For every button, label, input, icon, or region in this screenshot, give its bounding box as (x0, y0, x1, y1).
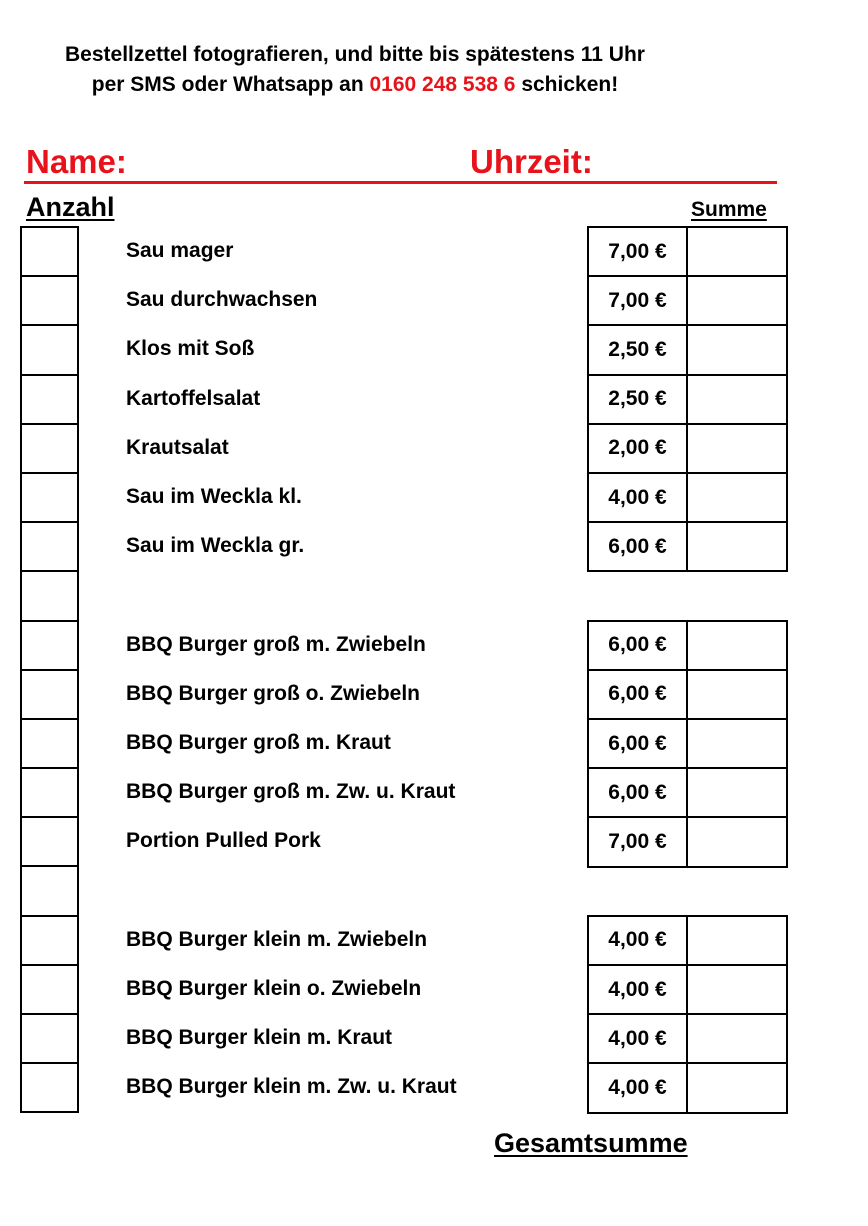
sum-box[interactable] (688, 1015, 786, 1062)
instructions-line-1: Bestellzettel fotografieren, und bitte bis spätestens 11 Uhr (65, 43, 645, 66)
sum-box[interactable] (688, 720, 786, 767)
quantity-box[interactable] (22, 572, 77, 621)
total-label: Gesamtsumme (494, 1128, 688, 1158)
sum-box[interactable] (688, 326, 786, 373)
price-row (589, 277, 786, 326)
sum-box[interactable] (688, 474, 786, 521)
item-price: 4,00 € (589, 1064, 688, 1111)
price-row (589, 917, 786, 966)
item-price: 7,00 € (589, 277, 688, 324)
item-label: Sau mager (126, 239, 234, 262)
item-price: 6,00 € (589, 769, 688, 816)
name-label: Name: (26, 143, 127, 180)
item-price: 2,50 € (589, 376, 688, 423)
item-label: BBQ Burger groß o. Zwiebeln (126, 681, 421, 705)
quantity-box[interactable] (22, 376, 77, 425)
quantity-box[interactable] (22, 671, 77, 720)
sum-box[interactable] (688, 917, 786, 964)
quantity-box[interactable] (22, 818, 77, 867)
sum-box[interactable] (688, 671, 786, 718)
price-row (589, 720, 786, 769)
price-row (589, 671, 786, 720)
sum-box[interactable] (688, 818, 786, 865)
price-grid-group-1 (587, 226, 788, 572)
price-grid-group-3 (587, 915, 788, 1114)
instructions-line-2 (0, 70, 710, 100)
item-label: Sau im Weckla kl. (126, 485, 302, 508)
item-label: Krautsalat (126, 435, 229, 459)
item-label: BBQ Burger groß m. Zwiebeln (126, 632, 426, 656)
price-row (589, 622, 786, 671)
quantity-box[interactable] (22, 1015, 77, 1064)
quantity-box[interactable] (22, 966, 77, 1015)
item-label: BBQ Burger klein m. Kraut (126, 1026, 393, 1050)
quantity-box[interactable] (22, 917, 77, 966)
sum-box[interactable] (688, 523, 786, 570)
item-price: 4,00 € (589, 474, 688, 521)
time-label: Uhrzeit: (470, 143, 593, 180)
time-field[interactable] (602, 144, 776, 180)
item-label: BBQ Burger groß m. Kraut (126, 731, 391, 754)
item-label: Portion Pulled Pork (126, 829, 321, 853)
price-row (589, 228, 786, 277)
item-price: 7,00 € (589, 228, 688, 275)
price-row (589, 769, 786, 818)
phone-number: 0160 248 538 6 (369, 73, 516, 96)
item-label: BBQ Burger groß m. Zw. u. Kraut (126, 780, 456, 804)
quantity-box[interactable] (22, 867, 77, 916)
quantity-column (20, 226, 79, 1113)
price-row (589, 1064, 786, 1113)
sum-box[interactable] (688, 376, 786, 423)
sum-box[interactable] (688, 966, 786, 1013)
price-grid-group-2 (587, 620, 788, 868)
instructions-text: per SMS oder Whatsapp an (91, 73, 370, 96)
quantity-box[interactable] (22, 523, 77, 572)
price-row (589, 474, 786, 523)
price-row (589, 425, 786, 474)
sum-box[interactable] (688, 425, 786, 472)
instructions-text-end: schicken! (515, 73, 619, 96)
quantity-box[interactable] (22, 474, 77, 523)
price-row (589, 818, 786, 867)
quantity-box[interactable] (22, 277, 77, 326)
price-row (589, 1015, 786, 1064)
quantity-box[interactable] (22, 769, 77, 818)
item-label: BBQ Burger klein m. Zw. u. Kraut (126, 1075, 457, 1099)
sum-box[interactable] (688, 769, 786, 816)
item-price: 2,00 € (589, 425, 688, 472)
item-label: Klos mit Soß (126, 337, 255, 361)
item-price: 6,00 € (589, 622, 688, 669)
sum-box[interactable] (688, 228, 786, 275)
quantity-box[interactable] (22, 326, 77, 375)
quantity-box[interactable] (22, 425, 77, 474)
item-price: 6,00 € (589, 523, 688, 570)
item-label: BBQ Burger klein o. Zwiebeln (126, 977, 422, 1000)
item-label: Kartoffelsalat (126, 386, 261, 410)
item-price: 2,50 € (589, 326, 688, 373)
item-price: 4,00 € (589, 917, 688, 964)
quantity-header: Anzahl (26, 192, 115, 222)
quantity-box[interactable] (22, 228, 77, 277)
quantity-box[interactable] (22, 622, 77, 671)
price-row (589, 376, 786, 425)
instructions (0, 40, 710, 100)
price-row (589, 523, 786, 572)
item-label: Sau durchwachsen (126, 288, 318, 312)
price-row (589, 966, 786, 1015)
sum-box[interactable] (688, 1064, 786, 1111)
item-price: 7,00 € (589, 818, 688, 865)
sum-box[interactable] (688, 277, 786, 324)
item-label: Sau im Weckla gr. (126, 534, 305, 558)
item-price: 4,00 € (589, 966, 688, 1013)
sum-box[interactable] (688, 622, 786, 669)
quantity-box[interactable] (22, 720, 77, 769)
item-label: BBQ Burger klein m. Zwiebeln (126, 927, 428, 951)
quantity-box[interactable] (22, 1064, 77, 1113)
sum-header: Summe (691, 198, 767, 221)
item-price: 4,00 € (589, 1015, 688, 1062)
name-time-line[interactable] (24, 181, 777, 184)
price-row (589, 326, 786, 375)
item-price: 6,00 € (589, 671, 688, 718)
item-price: 6,00 € (589, 720, 688, 767)
